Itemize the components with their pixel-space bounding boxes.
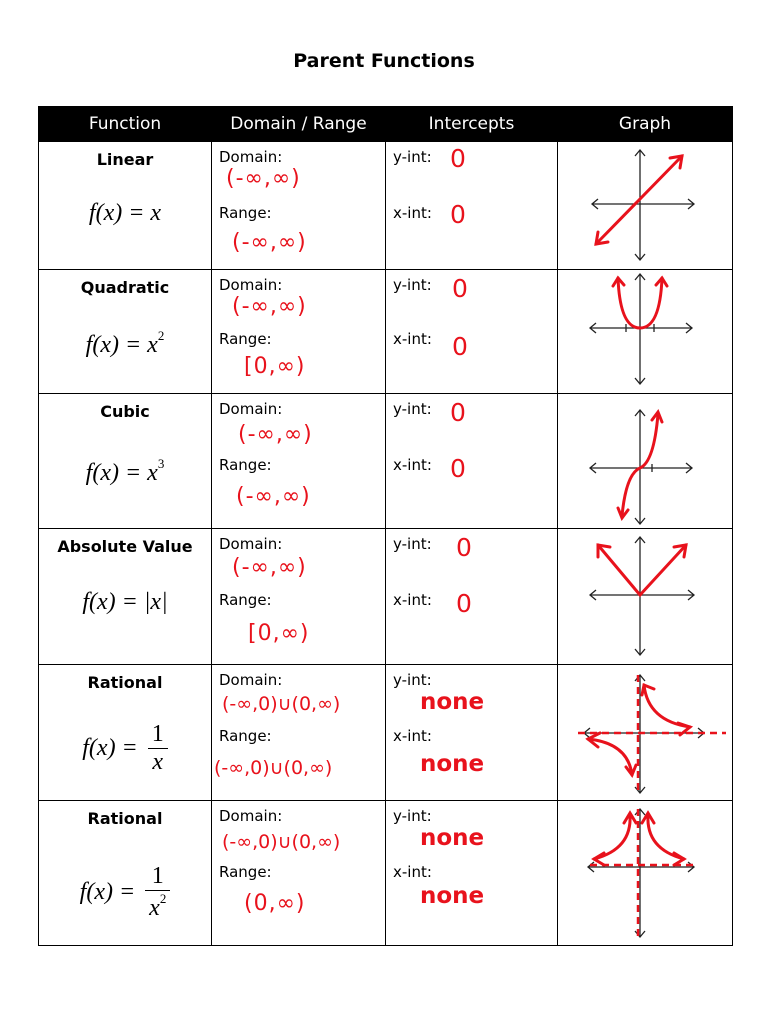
intercepts-cell (386, 142, 558, 270)
y-int-value: none (420, 825, 485, 851)
formula-lhs: f(x) = (82, 735, 144, 761)
function-formula (39, 328, 211, 359)
function-name: Absolute Value (57, 537, 193, 556)
function-cell (39, 801, 212, 946)
intercepts-cell (386, 270, 558, 394)
domain-range-cell (212, 394, 386, 529)
range-label: Range: (219, 204, 272, 222)
fraction-numerator: 1 (145, 863, 170, 891)
fraction-denominator: x (152, 749, 164, 775)
formula-body: |x| (143, 589, 168, 615)
intercepts-cell (386, 665, 558, 801)
range-label: Range: (219, 591, 272, 609)
domain-range-cell (212, 142, 386, 270)
formula-lhs: f(x) = (79, 879, 142, 905)
header-domain-range: Domain / Range (212, 107, 386, 142)
function-name: Cubic (100, 402, 150, 421)
formula-exponent: 3 (157, 456, 165, 471)
domain-label: Domain: (219, 400, 283, 418)
domain-label: Domain: (219, 535, 283, 553)
domain-value: (-∞,∞) (238, 422, 313, 447)
function-cell (39, 665, 212, 801)
x-int-value: 0 (456, 589, 473, 618)
table-row-absolute-value (39, 529, 733, 665)
graph-cell (558, 394, 733, 529)
domain-label: Domain: (219, 148, 283, 166)
function-formula (39, 456, 211, 487)
x-int-label: x-int: (393, 330, 432, 348)
table-row-linear (39, 142, 733, 270)
graph-cell (558, 142, 733, 270)
header-graph: Graph (558, 107, 733, 142)
denominator-base: x (149, 895, 160, 921)
range-value: [0,∞) (244, 354, 306, 379)
y-int-label: y-int: (393, 400, 432, 418)
formula-exponent: 2 (157, 328, 165, 343)
y-int-label: y-int: (393, 148, 432, 166)
graph-cell (558, 270, 733, 394)
range-label: Range: (219, 863, 272, 881)
formula-body: x (147, 460, 158, 486)
parabola-graph-icon (558, 270, 732, 394)
domain-label: Domain: (219, 671, 283, 689)
fraction-numerator: 1 (148, 721, 168, 749)
range-value: (-∞,0)∪(0,∞) (214, 757, 333, 779)
range-value: (-∞,∞) (236, 484, 311, 509)
x-int-label: x-int: (393, 863, 432, 881)
cubic-graph-icon (558, 394, 732, 529)
y-int-value: 0 (456, 533, 473, 562)
domain-value: (-∞,0)∪(0,∞) (222, 693, 341, 715)
range-label: Range: (219, 330, 272, 348)
domain-value: (-∞,0)∪(0,∞) (222, 831, 341, 853)
function-name: Quadratic (80, 278, 170, 297)
x-int-value: 0 (450, 454, 467, 483)
domain-label: Domain: (219, 807, 283, 825)
domain-range-cell (212, 529, 386, 665)
table-header-row (39, 107, 733, 142)
range-value: [0,∞) (248, 621, 310, 646)
inverse-square-graph-icon (558, 801, 732, 946)
x-int-label: x-int: (393, 727, 432, 745)
x-int-value: none (420, 751, 485, 777)
fraction-denominator (145, 891, 170, 922)
denominator-exponent: 2 (159, 891, 167, 906)
range-value: (0,∞) (244, 891, 306, 916)
x-int-value: none (420, 883, 485, 909)
parent-functions-table (38, 106, 733, 946)
y-int-value: 0 (450, 398, 467, 427)
function-cell (39, 142, 212, 270)
x-int-label: x-int: (393, 591, 432, 609)
x-int-label: x-int: (393, 456, 432, 474)
intercepts-cell (386, 394, 558, 529)
x-int-label: x-int: (393, 204, 432, 222)
graph-cell (558, 529, 733, 665)
absolute-value-graph-icon (558, 529, 732, 665)
y-int-value: none (420, 689, 485, 715)
formula-fraction (145, 863, 170, 922)
domain-value: (-∞,∞) (232, 555, 307, 580)
function-name: Rational (87, 673, 163, 692)
y-int-value: 0 (450, 144, 467, 173)
y-int-label: y-int: (393, 807, 432, 825)
table-row-quadratic (39, 270, 733, 394)
y-int-label: y-int: (393, 671, 432, 689)
intercepts-cell (386, 801, 558, 946)
reciprocal-graph-icon (558, 665, 732, 801)
table-row-rational-reciprocal (39, 665, 733, 801)
table-row-cubic (39, 394, 733, 529)
domain-value: (-∞,∞) (226, 166, 301, 191)
intercepts-cell (386, 529, 558, 665)
formula-lhs: f(x) = (82, 589, 144, 615)
y-int-value: 0 (452, 274, 469, 303)
function-name: Rational (87, 809, 163, 828)
formula-body: x (147, 332, 158, 358)
formula-lhs: f(x) = (85, 332, 148, 358)
function-formula (39, 863, 211, 922)
domain-value: (-∞,∞) (232, 294, 307, 319)
header-intercepts: Intercepts (386, 107, 558, 142)
x-int-value: 0 (452, 332, 469, 361)
range-label: Range: (219, 456, 272, 474)
function-formula (39, 200, 211, 227)
function-formula (39, 721, 211, 776)
linear-graph-icon (558, 142, 732, 270)
domain-range-cell (212, 665, 386, 801)
table-row-rational-inverse-square (39, 801, 733, 946)
domain-range-cell (212, 270, 386, 394)
function-name: Linear (96, 150, 154, 169)
graph-cell (558, 665, 733, 801)
y-int-label: y-int: (393, 276, 432, 294)
formula-lhs: f(x) = (85, 460, 148, 486)
formula-lhs: f(x) = (88, 200, 151, 226)
domain-label: Domain: (219, 276, 283, 294)
range-label: Range: (219, 727, 272, 745)
formula-body: x (150, 200, 162, 226)
domain-range-cell (212, 801, 386, 946)
graph-cell (558, 801, 733, 946)
x-int-value: 0 (450, 200, 467, 229)
function-cell (39, 270, 212, 394)
formula-fraction (148, 721, 168, 776)
function-formula (39, 589, 211, 616)
function-cell (39, 394, 212, 529)
range-value: (-∞,∞) (232, 230, 307, 255)
page-title: Parent Functions (293, 50, 475, 72)
function-cell (39, 529, 212, 665)
y-int-label: y-int: (393, 535, 432, 553)
header-function: Function (39, 107, 212, 142)
